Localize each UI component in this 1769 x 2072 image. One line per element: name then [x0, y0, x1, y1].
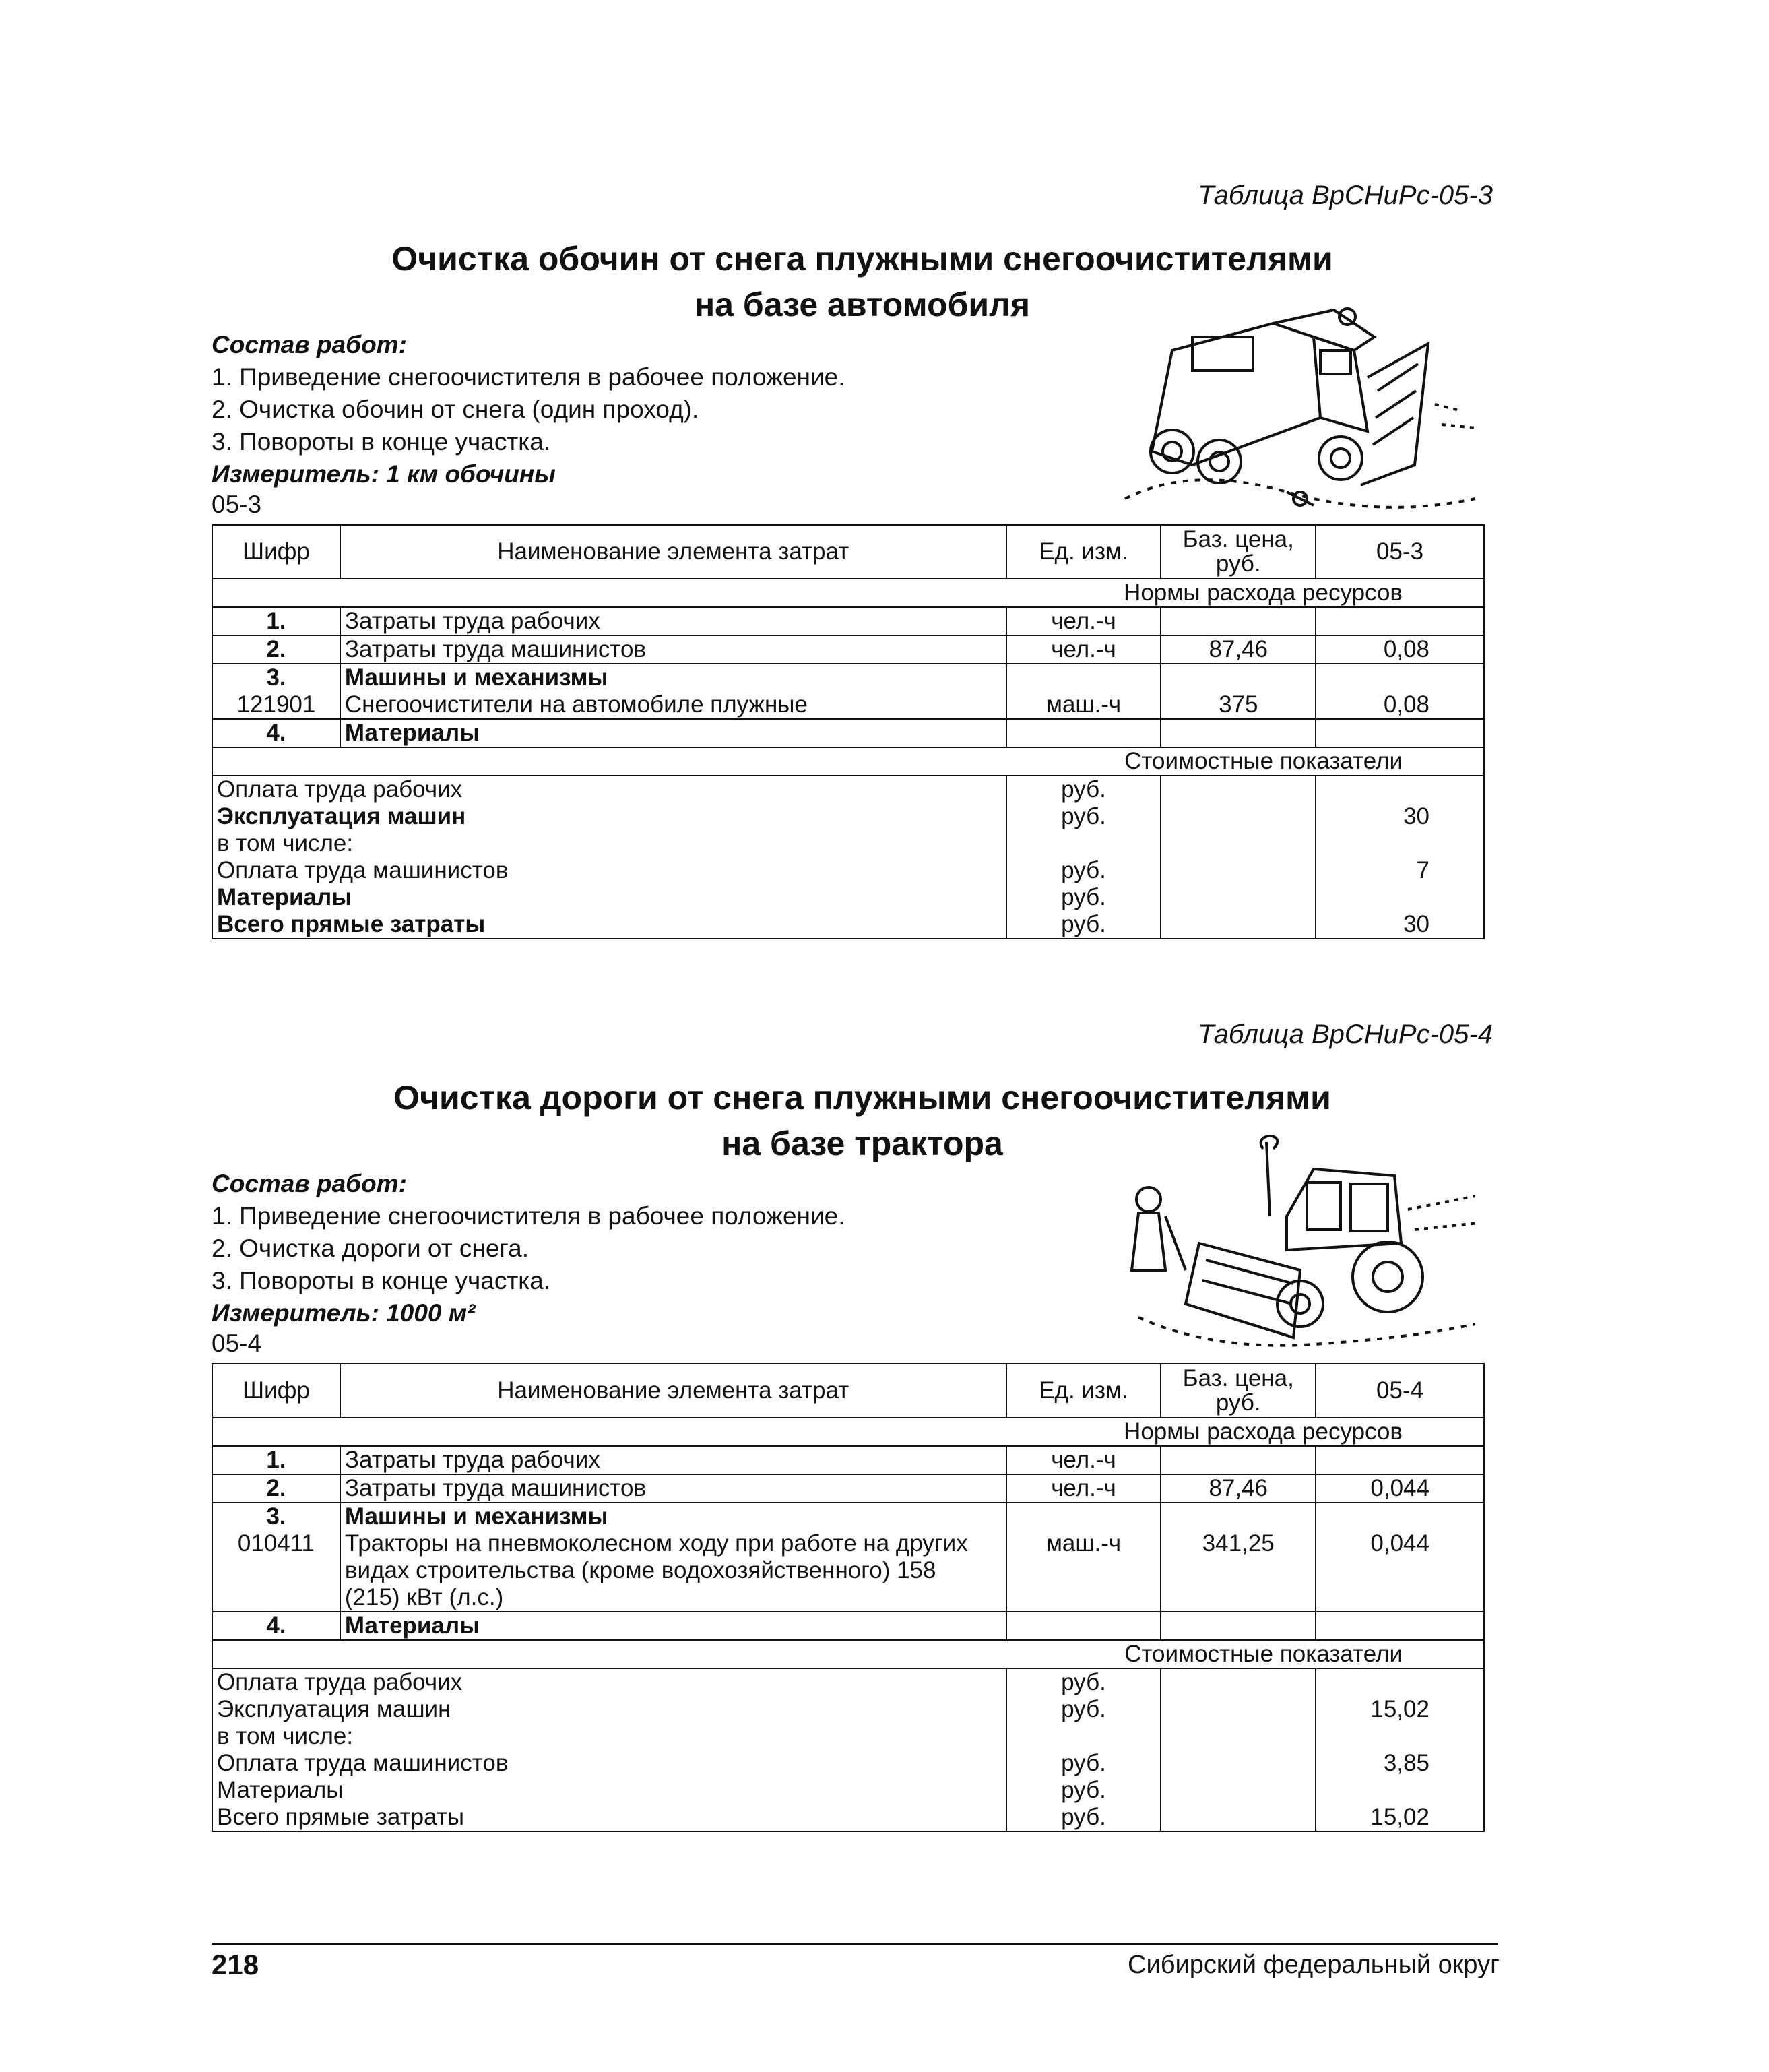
table-row	[212, 857, 1484, 884]
measure-unit: Измеритель: 1 км обочины	[212, 460, 556, 488]
table-row	[212, 691, 1484, 719]
row-code: 1.	[212, 607, 340, 635]
cost-unit: руб.	[1006, 1668, 1161, 1696]
title-line-2: на базе трактора	[721, 1125, 1003, 1162]
table-row	[212, 1446, 1484, 1474]
row-price	[1161, 607, 1316, 635]
norms-table	[212, 524, 1485, 939]
cost-value	[1316, 776, 1484, 803]
title-line-1: Очистка дороги от снега плужными снегоочистителями	[393, 1079, 1331, 1117]
row-value: 0,044	[1316, 1530, 1484, 1612]
norm-code: 05-3	[212, 491, 262, 518]
table-row	[212, 1612, 1484, 1640]
row-code: 2.	[212, 635, 340, 664]
row-code: 4.	[212, 719, 340, 747]
row-unit: чел.-ч	[1006, 1446, 1161, 1474]
cost-unit: руб.	[1006, 776, 1161, 803]
footer-region: Сибирский федеральный округ	[1128, 1951, 1500, 1979]
row-value: 0,08	[1316, 691, 1484, 719]
work-composition	[212, 329, 845, 491]
row-unit: чел.-ч	[1006, 607, 1161, 635]
norms-band: Нормы расхода ресурсов	[212, 1418, 1484, 1446]
row-code: 3.	[212, 1503, 340, 1530]
header-unit: Ед. изм.	[1006, 525, 1161, 579]
cost-name: Эксплуатация машин	[212, 1696, 1006, 1723]
norms-table	[212, 1363, 1485, 1832]
cost-unit: руб.	[1006, 1804, 1161, 1831]
cost-unit: руб.	[1006, 803, 1161, 830]
row-name: Снегоочистители на автомобиле плужные	[340, 691, 1006, 719]
work-composition	[212, 1168, 845, 1329]
table-label: Таблица ВрСНиРс-05-4	[1198, 1019, 1493, 1049]
table-row	[212, 911, 1484, 939]
table-row	[212, 1750, 1484, 1777]
row-value: 0,08	[1316, 635, 1484, 664]
cost-value: 30	[1316, 803, 1484, 830]
norms-band-row	[212, 1418, 1484, 1446]
composition-heading: Состав работ:	[212, 1170, 407, 1197]
table-header-row	[212, 1364, 1484, 1418]
row-name: Затраты труда машинистов	[340, 635, 1006, 664]
cost-value	[1316, 1777, 1484, 1804]
cost-unit: руб.	[1006, 884, 1161, 911]
table-header-row	[212, 525, 1484, 579]
snowplow-truck-illustration	[1112, 296, 1489, 519]
table-row	[212, 664, 1484, 691]
row-price: 87,46	[1161, 635, 1316, 664]
cost-value: 3,85	[1316, 1750, 1484, 1777]
table-row	[212, 1696, 1484, 1723]
row-value	[1316, 1446, 1484, 1474]
row-name: Машины и механизмы	[340, 1503, 1006, 1530]
table-row	[212, 1668, 1484, 1696]
title-line-2: на базе автомобиля	[694, 286, 1031, 323]
row-name: Материалы	[340, 1612, 1006, 1640]
row-name: Машины и механизмы	[340, 664, 1006, 691]
row-code: 1.	[212, 1446, 340, 1474]
table-row	[212, 1503, 1484, 1530]
cost-value: 7	[1316, 857, 1484, 884]
row-price	[1161, 1446, 1316, 1474]
cost-name: Оплата труда рабочих	[212, 1668, 1006, 1696]
row-code: 3.	[212, 664, 340, 691]
table-row	[212, 830, 1484, 857]
table-row	[212, 1804, 1484, 1831]
cost-name: Оплата труда машинистов	[212, 1750, 1006, 1777]
cost-name: Эксплуатация машин	[212, 803, 1006, 830]
row-code: 4.	[212, 1612, 340, 1640]
cost-value: 15,02	[1316, 1696, 1484, 1723]
row-name: Затраты труда машинистов	[340, 1474, 1006, 1503]
cost-name: Оплата труда машинистов	[212, 857, 1006, 884]
header-name: Наименование элемента затрат	[340, 525, 1006, 579]
cost-band: Стоимостные показатели	[212, 1640, 1484, 1668]
header-price: Баз. цена, руб.	[1161, 525, 1316, 579]
norms-band-row	[212, 579, 1484, 607]
table-row	[212, 1474, 1484, 1503]
row-unit: чел.-ч	[1006, 1474, 1161, 1503]
cost-band: Стоимостные показатели	[212, 747, 1484, 776]
cost-value	[1316, 1668, 1484, 1696]
header-cipher: Шифр	[212, 525, 340, 579]
table-row	[212, 776, 1484, 803]
row-unit: чел.-ч	[1006, 635, 1161, 664]
step-1: 1. Приведение снегоочистителя в рабочее положение.	[212, 363, 845, 391]
norms-band: Нормы расхода ресурсов	[212, 579, 1484, 607]
cost-name: в том числе:	[212, 1723, 1006, 1750]
header-cipher: Шифр	[212, 1364, 340, 1418]
table-row	[212, 1723, 1484, 1750]
row-price: 341,25	[1161, 1530, 1316, 1612]
header-price: Баз. цена, руб.	[1161, 1364, 1316, 1418]
norm-code: 05-4	[212, 1329, 262, 1357]
row-code: 121901	[212, 691, 340, 719]
cost-name: Всего прямые затраты	[212, 1804, 1006, 1831]
table-row	[212, 1777, 1484, 1804]
snowplow-tractor-illustration	[1112, 1135, 1489, 1358]
cost-name: в том числе:	[212, 830, 1006, 857]
row-value	[1316, 607, 1484, 635]
table-label: Таблица ВрСНиРс-05-3	[1198, 181, 1493, 210]
header-norm: 05-4	[1316, 1364, 1484, 1418]
cost-unit: руб.	[1006, 1750, 1161, 1777]
cost-unit: руб.	[1006, 1696, 1161, 1723]
row-name: Материалы	[340, 719, 1006, 747]
cost-band-row	[212, 1640, 1484, 1668]
row-name: Затраты труда рабочих	[340, 607, 1006, 635]
cost-name: Материалы	[212, 884, 1006, 911]
row-code: 010411	[212, 1530, 340, 1612]
row-name: Затраты труда рабочих	[340, 1446, 1006, 1474]
page-number: 218	[212, 1949, 259, 1980]
cost-name: Оплата труда рабочих	[212, 776, 1006, 803]
row-name: Тракторы на пневмоколесном ходу при работе на других видах строительства (кроме водохозяйственного) 158 (215) кВт (л.с.)	[340, 1530, 1006, 1612]
cost-value: 15,02	[1316, 1804, 1484, 1831]
cost-name: Материалы	[212, 1777, 1006, 1804]
cost-band-row	[212, 747, 1484, 776]
step-3: 3. Повороты в конце участка.	[212, 1267, 551, 1294]
footer-divider	[212, 1943, 1498, 1945]
header-unit: Ед. изм.	[1006, 1364, 1161, 1418]
table-row	[212, 1530, 1484, 1612]
row-unit: маш.-ч	[1006, 691, 1161, 719]
cost-name: Всего прямые затраты	[212, 911, 1006, 939]
row-value: 0,044	[1316, 1474, 1484, 1503]
cost-unit: руб.	[1006, 857, 1161, 884]
title-line-1: Очистка обочин от снега плужными снегоочистителями	[391, 240, 1333, 278]
row-price: 87,46	[1161, 1474, 1316, 1503]
composition-heading: Состав работ:	[212, 331, 407, 358]
cost-unit: руб.	[1006, 911, 1161, 939]
step-2: 2. Очистка дороги от снега.	[212, 1234, 529, 1262]
step-3: 3. Повороты в конце участка.	[212, 428, 551, 456]
header-norm: 05-3	[1316, 525, 1484, 579]
step-1: 1. Приведение снегоочистителя в рабочее положение.	[212, 1202, 845, 1230]
table-row	[212, 635, 1484, 664]
table-row	[212, 884, 1484, 911]
cost-value	[1316, 884, 1484, 911]
row-unit: маш.-ч	[1006, 1530, 1161, 1612]
table-row	[212, 803, 1484, 830]
table-row	[212, 719, 1484, 747]
table-row	[212, 607, 1484, 635]
row-code: 2.	[212, 1474, 340, 1503]
header-name: Наименование элемента затрат	[340, 1364, 1006, 1418]
cost-value: 30	[1316, 911, 1484, 939]
cost-unit: руб.	[1006, 1777, 1161, 1804]
step-2: 2. Очистка обочин от снега (один проход).	[212, 396, 699, 423]
measure-unit: Измеритель: 1000 м²	[212, 1299, 476, 1327]
row-price: 375	[1161, 691, 1316, 719]
